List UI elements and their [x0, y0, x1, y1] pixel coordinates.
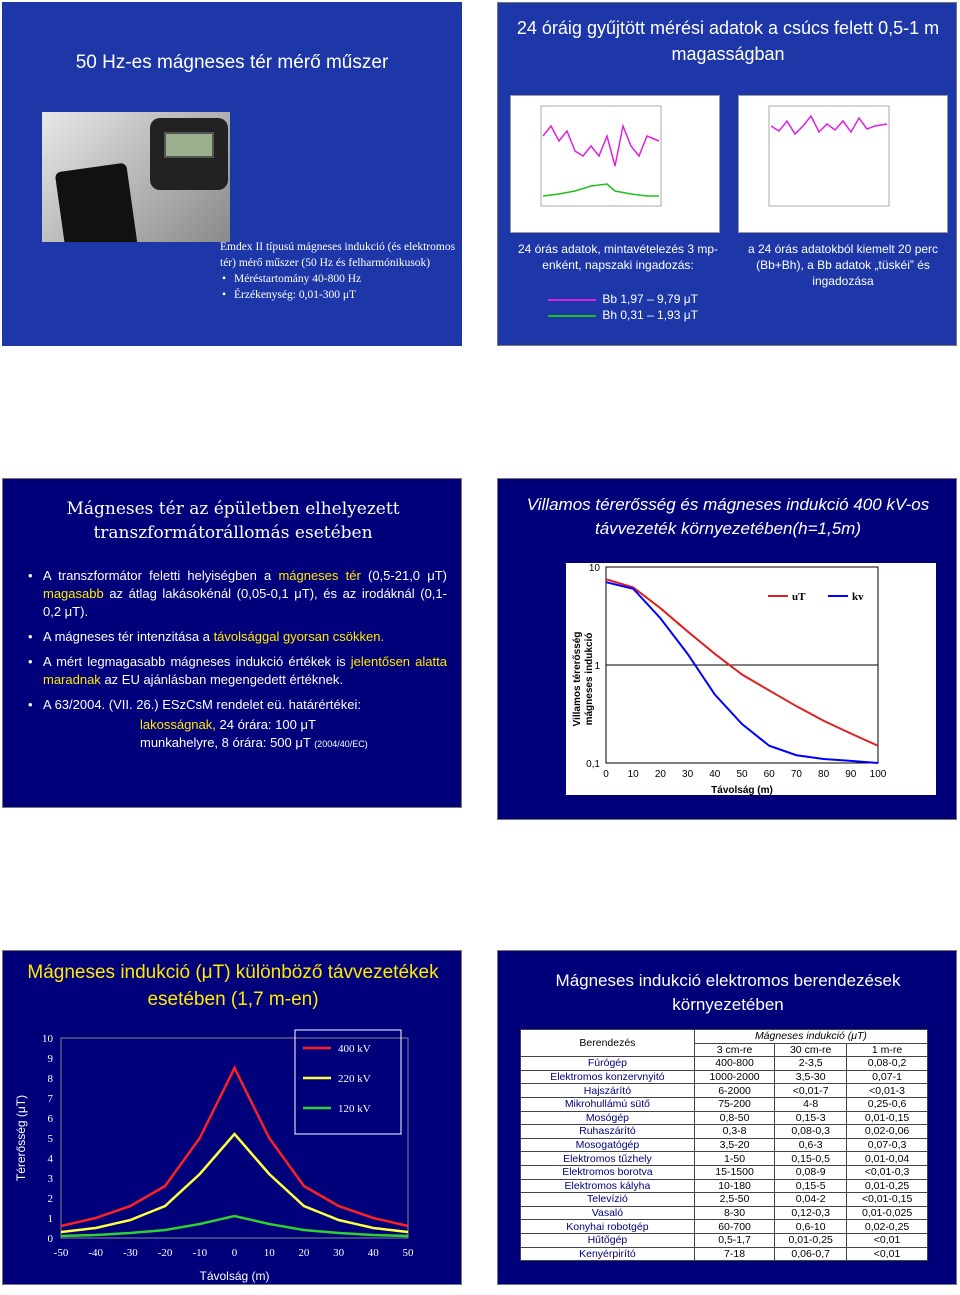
table-row: [521, 1233, 928, 1247]
induction-value: 2-3,5: [775, 1057, 847, 1071]
induction-value: 0,04-2: [775, 1193, 847, 1207]
series-line-120kV: [61, 1216, 408, 1236]
description-text: Emdex II típusú mágneses indukció (és elektromos tér) mérő műszer (50 Hz és felharmónikusok): [220, 241, 456, 269]
device-name: Hajszárító: [521, 1084, 695, 1098]
bh-range-text: Bh 0,31 – 1,93 μT: [602, 308, 698, 322]
induction-value: 0,08-0,3: [775, 1125, 847, 1139]
x-tick-label: -30: [123, 1247, 138, 1259]
table-row: [521, 1220, 928, 1234]
bh-legend-line: [548, 315, 596, 317]
x-tick-label: 40: [709, 769, 721, 780]
induction-value: <0,01: [847, 1233, 928, 1247]
table-row: [521, 1165, 928, 1179]
induction-value: 0,08-9: [775, 1165, 847, 1179]
series-line-220kV: [61, 1134, 408, 1232]
legend-label: 220 kV: [338, 1073, 371, 1085]
x-tick-label: 20: [298, 1247, 310, 1259]
x-tick-label: -50: [53, 1247, 69, 1259]
device-name: Kenyérpirító: [521, 1247, 695, 1261]
induction-value: 0,01-0,04: [847, 1152, 928, 1166]
y-tick-label: 5: [47, 1133, 53, 1145]
table-row: [521, 1084, 928, 1098]
induction-value: 60-700: [694, 1220, 774, 1234]
table-row: [521, 1097, 928, 1111]
graph-24h-svg: [511, 96, 721, 234]
x-tick-label: 0: [603, 769, 609, 780]
table-row: [521, 1247, 928, 1261]
induction-value: 10-180: [694, 1179, 774, 1193]
table-row: [521, 1057, 928, 1071]
table-row: [521, 1070, 928, 1084]
bb-range: [508, 291, 728, 307]
x-tick-label: 50: [402, 1247, 414, 1259]
y-tick-label: 2: [47, 1193, 53, 1205]
point-1: • A transzformátor feletti helyiségben a mágneses tér (0,5-21,0 μT) magasabb az átlag lakásokénál (0,05-0,1 μT), és az irodáknál (0,1-0,2 μT).: [25, 567, 447, 621]
table-row: [521, 1206, 928, 1220]
slide-transformer: [2, 478, 462, 808]
x-tick-label: 50: [736, 769, 748, 780]
device-name: Elektromos konzervnyitó: [521, 1070, 695, 1084]
induction-value: 3,5-20: [694, 1138, 774, 1152]
x-tick-label: 90: [845, 769, 857, 780]
x-tick-label: -40: [88, 1247, 104, 1259]
induction-value: 0,6-3: [775, 1138, 847, 1152]
series-line-400kV: [61, 1068, 408, 1226]
slide-lines: [2, 950, 462, 1285]
legend-label: uT: [792, 591, 806, 603]
bh-series: [543, 184, 659, 196]
device-name: Elektromos borotva: [521, 1165, 695, 1179]
y-tick-label: 0,1: [586, 759, 600, 770]
meter-display: [150, 118, 228, 190]
x-tick-label: 10: [263, 1247, 275, 1259]
legend-label: 400 kV: [338, 1043, 371, 1055]
x-tick-label: 30: [682, 769, 694, 780]
slide-title: 50 Hz-es mágneses tér mérő műszer: [75, 52, 389, 73]
table-row: [521, 1152, 928, 1166]
induction-value: 8-30: [694, 1206, 774, 1220]
y-tick-label: 6: [47, 1113, 53, 1125]
induction-value: 0,07-0,3: [847, 1138, 928, 1152]
induction-value: 0,25-0,6: [847, 1097, 928, 1111]
x-tick-label: 100: [869, 769, 887, 780]
right-caption: a 24 órás adatokból kiemelt 20 perc (Bb+Bh), a Bb adatok „tüskéi” és ingadozása: [747, 242, 939, 288]
x-tick-label: -10: [192, 1247, 208, 1259]
left-caption: 24 órás adatok, mintavételezés 3 mp-enként, napszaki ingadozás:: [517, 242, 719, 272]
induction-value: 1000-2000: [694, 1070, 774, 1084]
y-axis-label-1: Villamos térerősség: [572, 631, 583, 727]
induction-value: 3,5-30: [775, 1070, 847, 1084]
device-photo: [42, 112, 230, 242]
point-2: • A mágneses tér intenzitása a távolsággal gyorsan csökken.: [25, 628, 447, 646]
col-header-device: Berendezés: [521, 1030, 695, 1057]
device-name: Hűtőgép: [521, 1233, 695, 1247]
x-tick-label: 10: [627, 769, 639, 780]
table-row: [521, 1111, 928, 1125]
legend-label: kv: [852, 591, 864, 603]
bb-range-text: Bb 1,97 – 9,79 μT: [602, 292, 698, 306]
x-tick-label: 20: [654, 769, 666, 780]
x-tick-label: 70: [790, 769, 802, 780]
x-tick-label: -20: [157, 1247, 173, 1259]
device-name: Konyhai robotgép: [521, 1220, 695, 1234]
induction-value: 0,5-1,7: [694, 1233, 774, 1247]
x-axis-label: Távolság (m): [711, 785, 773, 796]
col-header-3cm: 3 cm-re: [694, 1043, 774, 1057]
induction-value: 6-2000: [694, 1084, 774, 1098]
induction-value: 0,01-0,025: [847, 1206, 928, 1220]
slide-appliances: [497, 950, 957, 1285]
slide-title: 24 óráig gyűjtött mérési adatok a csúcs felett 0,5-1 m magasságban: [516, 18, 940, 64]
induction-value: 0,8-50: [694, 1111, 774, 1125]
y-tick-label: 0: [47, 1233, 53, 1245]
induction-value: 15-1500: [694, 1165, 774, 1179]
point-4: • A 63/2004. (VII. 26.) ESzCsM rendelet eü. határértékei:: [25, 696, 447, 714]
induction-value: <0,01-0,3: [847, 1165, 928, 1179]
slide-24h-data: [497, 2, 957, 346]
point-3: • A mért legmagasabb mágneses indukció értékek is jelentősen alatta maradnak az EU ajánlásban megengedett értéknek.: [25, 653, 447, 689]
y-tick-label: 8: [47, 1073, 53, 1085]
induction-value: 0,02-0,25: [847, 1220, 928, 1234]
bullet-range: • Méréstartomány 40-800 Hz: [220, 271, 460, 287]
device-name: Mosógép: [521, 1111, 695, 1125]
table-row: [521, 1125, 928, 1139]
x-tick-label: 40: [367, 1247, 379, 1259]
graph-20min-svg: [739, 96, 949, 234]
induction-value: 0,12-0,3: [775, 1206, 847, 1220]
induction-value: 0,15-3: [775, 1111, 847, 1125]
x-tick-label: 0: [231, 1247, 238, 1259]
x-axis-label: Távolság (m): [199, 1269, 270, 1283]
device-name: Elektromos tűzhely: [521, 1152, 695, 1166]
induction-value: <0,01-0,15: [847, 1193, 928, 1207]
bh-range: [508, 307, 728, 323]
table-row: [521, 1193, 928, 1207]
graph-20min: [738, 95, 948, 233]
table-row: [521, 1138, 928, 1152]
y-tick-label: 1: [47, 1213, 53, 1225]
slide-title: Mágneses indukció (μT) különböző távvezetékek esetében (1,7 m-en): [27, 962, 439, 1010]
bullet-list: [25, 567, 447, 753]
table-row: [521, 1179, 928, 1193]
device-name: Fúrógép: [521, 1057, 695, 1071]
x-tick-label: 60: [763, 769, 775, 780]
slide-400kv: [497, 478, 957, 820]
y-axis-label: Térerősség (μT): [14, 1094, 28, 1182]
slide-device: [2, 2, 462, 346]
meter-body: [55, 163, 142, 242]
y-tick-label: 10: [42, 1033, 53, 1045]
device-name: Mikrohullámú sütő: [521, 1097, 695, 1111]
induction-value: 4-8: [775, 1097, 847, 1111]
induction-value: 400-800: [694, 1057, 774, 1071]
induction-value: 0,6-10: [775, 1220, 847, 1234]
y-tick-label: 4: [47, 1153, 53, 1165]
induction-value: 1-50: [694, 1152, 774, 1166]
device-name: Vasaló: [521, 1206, 695, 1220]
induction-value: 7-18: [694, 1247, 774, 1261]
col-header-group: Mágneses indukció (μT): [694, 1030, 927, 1044]
bb-legend-line: [548, 299, 596, 301]
y-tick-label: 1: [594, 661, 600, 672]
y-axis-label-2: mágneses indukció: [584, 632, 595, 726]
induction-value: 75-200: [694, 1097, 774, 1111]
y-tick-label: 7: [47, 1093, 53, 1105]
x-tick-label: 80: [818, 769, 830, 780]
y-tick-label: 9: [47, 1053, 53, 1065]
appliance-table: [520, 1029, 928, 1261]
col-header-30cm: 30 cm-re: [775, 1043, 847, 1057]
x-tick-label: 30: [333, 1247, 345, 1259]
induction-value: <0,01-7: [775, 1084, 847, 1098]
induction-value: 2,5-50: [694, 1193, 774, 1207]
induction-value: 0,15-0,5: [775, 1152, 847, 1166]
induction-value: <0,01: [847, 1247, 928, 1261]
col-header-1m: 1 m-re: [847, 1043, 928, 1057]
legend-label: 120 kV: [338, 1103, 371, 1115]
device-name: Mosogatógép: [521, 1138, 695, 1152]
induction-value: 0,01-0,25: [775, 1233, 847, 1247]
device-name: Televízió: [521, 1193, 695, 1207]
chart-400kv: [498, 551, 957, 820]
y-tick-label: 3: [47, 1173, 53, 1185]
graph-24h: [510, 95, 720, 233]
induction-value: 0,02-0,06: [847, 1125, 928, 1139]
slide-title: Mágneses tér az épületben elhelyezett transzformátorállomás esetében: [66, 499, 400, 543]
device-name: Ruhaszárító: [521, 1125, 695, 1139]
slide-title: Mágneses indukció elektromos berendezések környezetében: [555, 971, 901, 1014]
induction-value: 0,3-8: [694, 1125, 774, 1139]
bb-series: [543, 126, 659, 166]
chart-lines: [3, 1026, 462, 1285]
device-description: [220, 239, 460, 303]
slide-title: Villamos térerősség és mágneses indukció 400 kV-os távvezeték környezetében(h=1,5m): [526, 495, 930, 538]
induction-value: 0,06-0,7: [775, 1247, 847, 1261]
induction-value: 0,15-5: [775, 1179, 847, 1193]
bullet-sensitivity: • Érzékenység: 0,01-300 μT: [220, 287, 460, 303]
induction-value: 0,01-0,15: [847, 1111, 928, 1125]
y-tick-label: 10: [588, 563, 600, 574]
induction-value: 0,08-0,2: [847, 1057, 928, 1071]
bb-series-zoom: [771, 116, 887, 134]
device-name: Elektromos kályha: [521, 1179, 695, 1193]
limit-values: lakosságnak, 24 órára: 100 μT munkahelyre, 8 órára: 500 μT (2004/40/EC): [140, 717, 368, 750]
induction-value: 0,07-1: [847, 1070, 928, 1084]
induction-value: 0,01-0,25: [847, 1179, 928, 1193]
induction-value: <0,01-3: [847, 1084, 928, 1098]
